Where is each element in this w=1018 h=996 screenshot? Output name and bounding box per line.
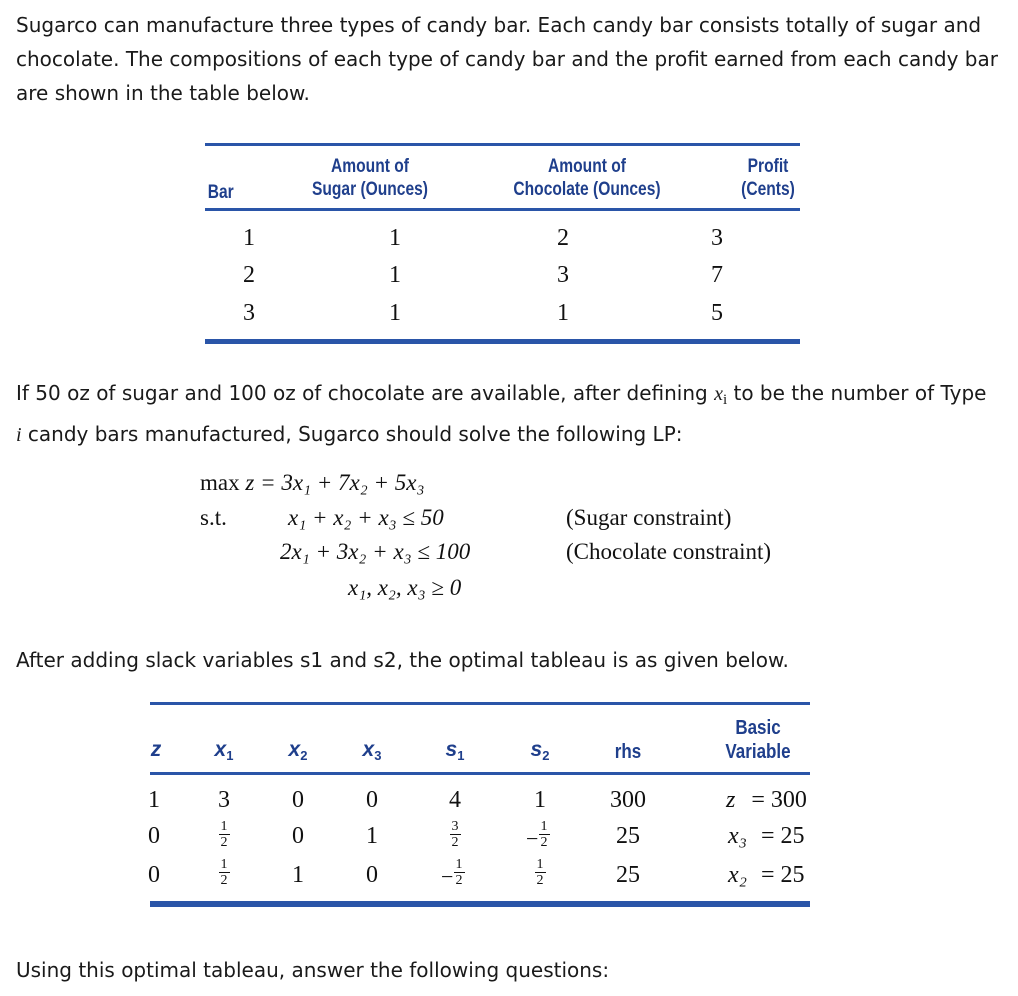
tableau-top-rule xyxy=(150,702,810,705)
note-chocolate: (Chocolate constraint) xyxy=(566,539,772,564)
basic-var: x₃ xyxy=(728,823,747,849)
fraction-numerator: 3 xyxy=(451,819,459,834)
cell-x1: 3 xyxy=(218,787,230,813)
header-basic-line1: Basic xyxy=(735,717,781,739)
cell-chocolate: 2 xyxy=(557,225,569,251)
header-profit-line1: Profit xyxy=(747,156,789,177)
tableau-header-rule xyxy=(150,772,810,775)
cell-x3: 1 xyxy=(366,823,378,849)
header-s2-sub: 2 xyxy=(542,748,550,763)
header-x3 xyxy=(352,738,392,763)
cell-sugar: 1 xyxy=(389,262,401,288)
variable-i: i xyxy=(16,424,22,446)
header-rhs: rhs xyxy=(614,741,642,763)
fraction-numerator: 1 xyxy=(536,857,544,872)
fraction-numerator: 1 xyxy=(220,819,228,834)
lp-intro-part3: candy bars manufactured, Sugarco should solve the following LP: xyxy=(27,422,683,446)
objective-z: z xyxy=(245,470,255,495)
cell-s2-fraction xyxy=(518,858,562,887)
tableau-bottom-rule xyxy=(150,901,810,907)
header-x2-sub: 2 xyxy=(300,748,308,763)
fraction-sign: − xyxy=(526,826,539,851)
header-s2 xyxy=(520,738,560,763)
intro-paragraph: Sugarco can manufacture three types of candy bar. Each candy bar consists totally of sugar and chocolate. The compositions of each type of candy bar and the profit earned from each candy bar are shown in the table below. xyxy=(16,13,998,105)
fraction-numerator: 1 xyxy=(455,857,463,872)
fraction-denominator: 2 xyxy=(536,873,544,888)
cell-x1-fraction xyxy=(202,858,246,887)
cell-rhs: 25 xyxy=(616,862,640,888)
variable-subscript: i xyxy=(722,392,728,408)
cell-z: 0 xyxy=(148,823,160,849)
fraction-denominator: 2 xyxy=(455,873,463,888)
tableau-intro-paragraph: After adding slack variables s1 and s2, the optimal tableau is as given below. xyxy=(16,648,789,672)
cell-s2: 1 xyxy=(534,787,546,813)
cell-profit: 5 xyxy=(711,300,723,326)
header-x1-letter: x xyxy=(214,738,227,761)
fraction-denominator: 2 xyxy=(451,835,459,850)
lp-intro-part2: to be the number of Type xyxy=(733,381,987,405)
header-basic-variable xyxy=(721,716,796,764)
header-bar: Bar xyxy=(207,182,234,203)
header-sugar-line1: Amount of xyxy=(331,156,409,177)
basic-value: = 300 xyxy=(751,787,807,813)
header-chocolate-line1: Amount of xyxy=(548,156,626,177)
st-label: s.t. xyxy=(200,505,227,530)
header-z: z xyxy=(150,738,162,761)
header-sugar xyxy=(300,155,439,201)
header-profit xyxy=(733,155,804,201)
objective-expression: = 3x₁ + 7x₂ + 5x₃ xyxy=(260,470,425,495)
fraction-denominator: 2 xyxy=(220,835,228,850)
basic-value: = 25 xyxy=(761,823,805,849)
fraction-numerator: 1 xyxy=(540,819,548,834)
header-x1-sub: 1 xyxy=(226,748,234,763)
header-chocolate xyxy=(505,155,669,201)
cell-x2: 0 xyxy=(292,787,304,813)
basic-value: = 25 xyxy=(761,862,805,888)
header-x2-letter: x xyxy=(288,738,301,761)
fraction-denominator: 2 xyxy=(540,835,548,850)
cell-x3: 0 xyxy=(366,787,378,813)
cell-chocolate: 3 xyxy=(557,262,569,288)
basic-var: x₂ xyxy=(728,862,747,888)
table-header-rule xyxy=(205,208,800,211)
cell-s1-fraction xyxy=(433,820,477,849)
cell-x3: 0 xyxy=(366,862,378,888)
cell-profit: 7 xyxy=(711,262,723,288)
cell-x2: 1 xyxy=(292,862,304,888)
constraint-chocolate xyxy=(280,539,470,565)
variable-x-i xyxy=(714,383,728,408)
cell-bar: 1 xyxy=(243,225,255,251)
header-sugar-line2: Sugar (Ounces) xyxy=(311,179,429,200)
cell-s2-fraction xyxy=(522,820,566,849)
constraint-sugar xyxy=(288,505,444,531)
nonnegativity-text: x₁, x₂, x₃ ≥ 0 xyxy=(348,575,462,600)
header-s2-letter: s xyxy=(530,738,543,761)
cell-z: 1 xyxy=(148,787,160,813)
constraint-chocolate-text: 2x₁ + 3x₂ + x₃ ≤ 100 xyxy=(280,539,471,564)
variable-x: x xyxy=(714,383,723,405)
cell-sugar: 1 xyxy=(389,225,401,251)
cell-bar: 3 xyxy=(243,300,255,326)
note-sugar: (Sugar constraint) xyxy=(566,505,732,530)
header-s1-sub: 1 xyxy=(457,748,465,763)
table-bottom-rule xyxy=(205,339,800,344)
table-top-rule xyxy=(205,143,800,146)
cell-s1-fraction xyxy=(437,858,481,887)
nonnegativity xyxy=(348,575,461,601)
cell-chocolate: 1 xyxy=(557,300,569,326)
objective-line xyxy=(200,470,425,496)
header-x1 xyxy=(204,738,244,763)
cell-x2: 0 xyxy=(292,823,304,849)
cell-x1-fraction xyxy=(202,820,246,849)
cell-rhs: 300 xyxy=(610,787,646,813)
header-profit-line2: (Cents) xyxy=(741,179,795,200)
cell-s1: 4 xyxy=(449,787,461,813)
lp-intro-part1: If 50 oz of sugar and 100 oz of chocolate are available, after defining xyxy=(16,381,708,405)
cell-bar: 2 xyxy=(243,262,255,288)
cell-basic xyxy=(726,787,807,814)
cell-z: 0 xyxy=(148,862,160,888)
cell-basic xyxy=(728,823,805,850)
lp-intro-paragraph xyxy=(16,376,1008,452)
cell-basic xyxy=(728,862,805,889)
closing-paragraph: Using this optimal tableau, answer the following questions: xyxy=(16,958,610,982)
basic-var: z xyxy=(726,787,736,813)
constraint-sugar-text: x₁ + x₂ + x₃ ≤ 50 xyxy=(288,505,444,530)
fraction-denominator: 2 xyxy=(220,873,228,888)
fraction-numerator: 1 xyxy=(220,857,228,872)
max-label: max xyxy=(200,470,240,495)
header-s1-letter: s xyxy=(445,738,458,761)
header-x2 xyxy=(278,738,318,763)
header-basic-line2: Variable xyxy=(725,741,791,763)
fraction-sign: − xyxy=(441,864,454,889)
header-x3-sub: 3 xyxy=(374,748,382,763)
header-x3-letter: x xyxy=(362,738,375,761)
cell-profit: 3 xyxy=(711,225,723,251)
cell-rhs: 25 xyxy=(616,823,640,849)
header-chocolate-line2: Chocolate (Ounces) xyxy=(513,179,661,200)
cell-sugar: 1 xyxy=(389,300,401,326)
header-s1 xyxy=(435,738,475,763)
